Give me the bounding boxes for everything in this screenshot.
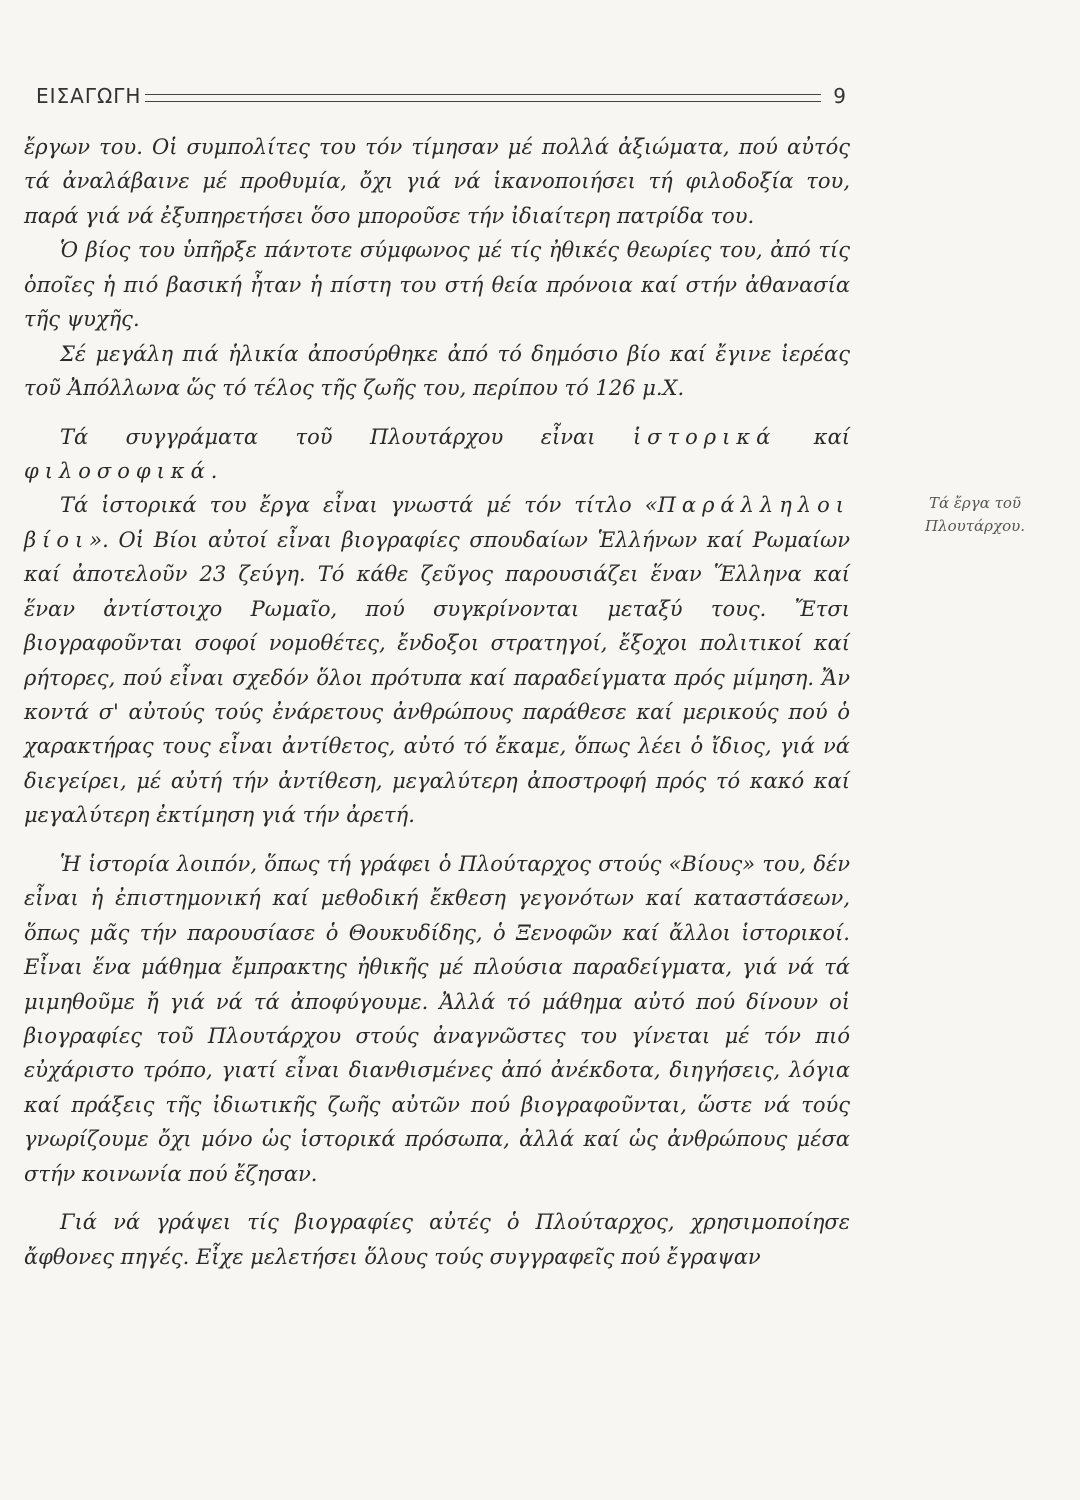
paragraph-5-start: Τά ἱστορικά του ἔργα εἶναι γνωστά μέ τόν τίτλο « (60, 493, 658, 518)
paragraph-7: Γιά νά γράψει τίς βιογραφίες αὐτές ὁ Πλούταρχος, χρησιμοποίησε ἄφθονες πηγές. Εἶχε μελετήσει ὅλους τούς συγγραφεῖς πού ἔγραψαν (24, 1210, 850, 1269)
chapter-title: ΕΙΣΑΓΩΓΗ (36, 84, 142, 108)
paragraph-2: Ὁ βίος του ὑπῆρξε πάντοτε σύμφωνος μέ τίς ἠθικές θεωρίες του, ἀπό τίς ὁποῖες ἡ πιό βασική ἦταν ἡ πίστη του στή θεία πρόνοια καί στήν ἀθανασία τῆς ψυχῆς. (24, 238, 850, 332)
paragraph-4-end: . (210, 458, 218, 483)
margin-note (890, 492, 1060, 537)
paragraph-4-start: Τά συγγράματα τοῦ Πλουτάρχου εἶναι (60, 424, 633, 449)
title-parallel-lives: Παράλληλοι βίοι (24, 493, 850, 552)
margin-note-line-1: Τά ἔργα τοῦ (928, 494, 1022, 512)
paragraph-4-mid: καί (776, 424, 850, 449)
paragraph-5-end: ». Οἱ Βίοι αὐτοί εἶναι βιογραφίες σπουδαίων Ἑλλήνων καί Ρωμαίων καί ἀποτελοῦν 23 ζεύγη. Τό κάθε ζεῦγος παρουσιάζει ἕναν Ἕλληνα καί ἕναν ἀντίστοιχο Ρωμαῖο, πού συγκρίνονται μεταξύ τους. Ἔτσι βιογραφοῦνται σοφοί νομοθέτες, ἔνδοξοι στρατηγοί, ἔξοχοι πολιτικοί καί ρήτορες, πού εἶναι σχεδόν ὅλοι πρότυπα καί παραδείγματα πρός μίμηση. Ἄν κοντά σ' αὐτούς τούς ἐνάρετους ἀνθρώπους παράθεσε καί μερικούς πού ὁ χαρακτήρας τους εἶναι ἀντίθετος, αὐτό τό ἔκαμε, ὅπως λέει ὁ ἴδιος, γιά νά διεγείρει, μέ αὐτή τήν ἀντίθεση, μεγαλύτερη ἀποστροφή πρός τό κακό καί μεγαλύτερη ἐκτίμηση γιά τήν ἀρετή. (24, 527, 850, 828)
page-number: 9 (833, 84, 846, 108)
paragraph-1: ἔργων του. Οἱ συμπολίτες του τόν τίμησαν μέ πολλά ἀξιώματα, πού αὐτός τά ἀναλάβαινε μέ προθυμία, ὄχι γιά νά ἱκανοποιήσει τή φιλοδοξία του, παρά γιά νά ἐξυπηρετήσει ὅσο μποροῦσε τήν ἰδιαίτερη πατρίδα του. (24, 135, 850, 228)
paragraph-6: Ἡ ἱστορία λοιπόν, ὅπως τή γράφει ὁ Πλούταρχος στούς «Βίους» του, δέν εἶναι ἡ ἐπιστημονική καί μεθοδική ἔκθεση γεγονότων καί καταστάσεων, ὅπως μᾶς τήν παρουσίασε ὁ Θουκυδίδης, ὁ Ξενοφῶν καί ἄλλοι ἱστορικοί. Εἶναι ἕνα μάθημα ἔμπρακτης ἠθικῆς μέ πλούσια παραδείγματα, γιά νά τά μιμηθοῦμε ἤ γιά νά τά ἀποφύγουμε. Ἀλλά τό μάθημα αὐτό πού δίνουν οἱ βιογραφίες τοῦ Πλουτάρχου στούς ἀναγνῶστες του γίνεται μέ τόν πιό εὐχάριστο τρόπο, γιατί εἶναι διανθισμένες ἀπό ἀνέκδοτα, διηγήσεις, λόγια καί πράξεις τῆς ἰδιωτικῆς ζωῆς αὐτῶν πού βιογραφοῦνται, ὥστε νά τούς γνωρίζουμε ὄχι μόνο ὡς ἱστορικά πρόσωπα, ἀλλά καί ὡς ἀνθρώπους μέσα στήν κοινωνία πού ἔζησαν. (24, 851, 850, 1186)
term-historical: ἱστορικά (632, 424, 777, 449)
header-rule (145, 94, 821, 102)
paragraph-4 (24, 420, 850, 489)
body-text (24, 130, 850, 1274)
paragraph-5 (24, 488, 850, 832)
margin-note-line-2: Πλουτάρχου. (925, 516, 1025, 535)
running-header (36, 80, 846, 112)
term-philosophical: φιλοσοφικά (24, 458, 211, 483)
paragraph-3: Σέ μεγάλη πιά ἡλικία ἀποσύρθηκε ἀπό τό δημόσιο βίο καί ἔγινε ἱερέας τοῦ Ἀπόλλωνα ὥς τό τέλος τῆς ζωῆς του, περίπου τό 126 μ.Χ. (24, 341, 850, 401)
